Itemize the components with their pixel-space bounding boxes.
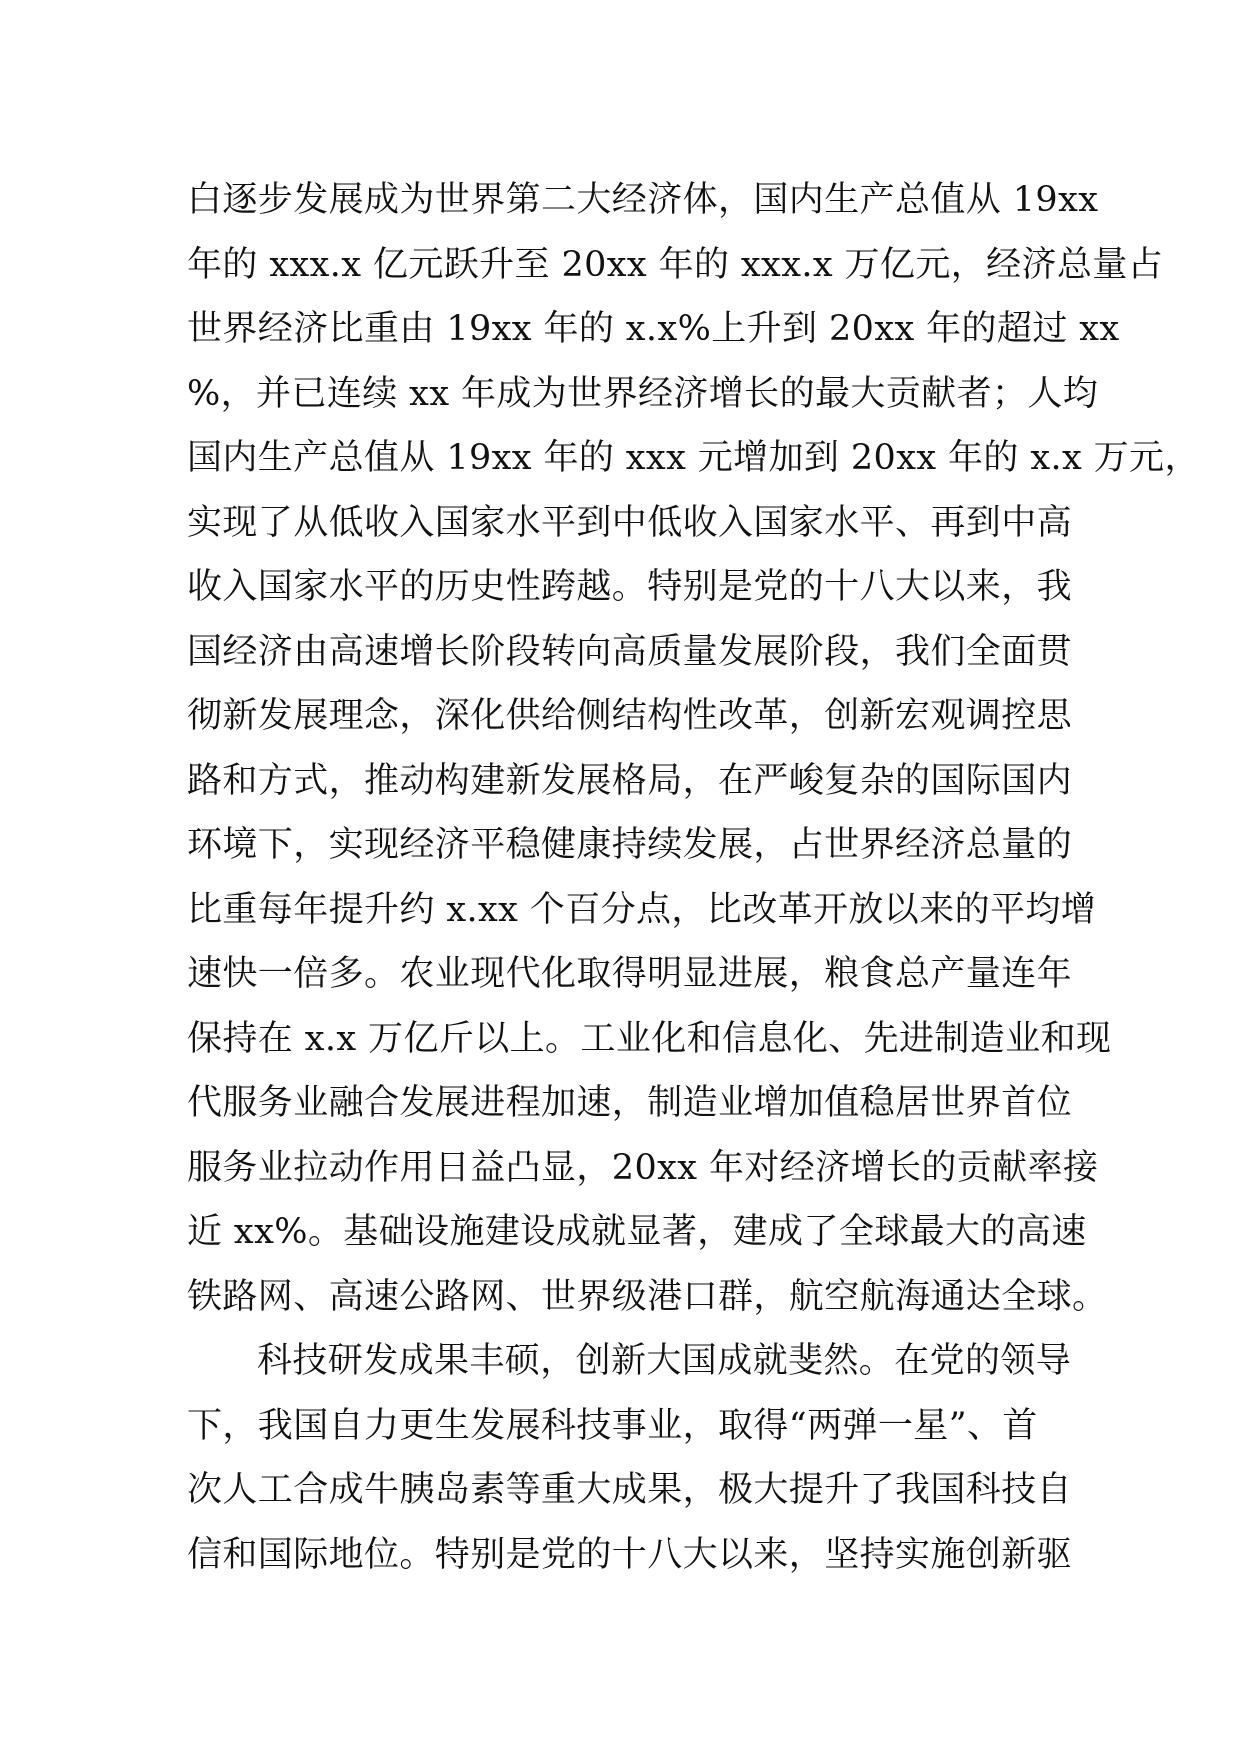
text-line: 实现了从低收入国家水平到中低收入国家水平、再到中高 xyxy=(187,502,1073,543)
text-line: 信和国际地位。特别是党的十八大以来，坚持实施创新驱 xyxy=(187,1534,1073,1575)
text-line: 年的 xxx.x 亿元跃升至 20xx 年的 xxx.x 万亿元，经济总量占 xyxy=(187,244,1164,285)
body-text xyxy=(187,168,1200,1587)
text-line: 收入国家水平的历史性跨越。特别是党的十八大以来，我 xyxy=(187,567,1073,607)
text-line: 下，我国自力更生发展科技事业，取得“两弹一星”、首 xyxy=(187,1405,1038,1446)
text-line: 速快一倍多。农业现代化取得明显进展，粮食总产量连年 xyxy=(187,954,1073,994)
text-line: 国内生产总值从 19xx 年的 xxx 元增加到 20xx 年的 x.x 万元， xyxy=(187,438,1200,478)
text-line: 次人工合成牛胰岛素等重大成果，极大提升了我国科技自 xyxy=(187,1470,1073,1510)
text-line: 国经济由高速增长阶段转向高质量发展阶段，我们全面贯 xyxy=(187,631,1073,672)
text-line: 服务业拉动作用日益凸显，20xx 年对经济增长的贡献率接 xyxy=(187,1147,1099,1188)
text-line: 路和方式，推动构建新发展格局，在严峻复杂的国际国内 xyxy=(187,760,1073,801)
text-line: 代服务业融合发展进程加速，制造业增加值稳居世界首位 xyxy=(187,1083,1073,1123)
text-line: 保持在 x.x 万亿斤以上。工业化和信息化、先进制造业和现 xyxy=(187,1018,1112,1059)
text-line: 比重每年提升约 x.xx 个百分点，比改革开放以来的平均增 xyxy=(187,889,1097,930)
text-line: 铁路网、高速公路网、世界级港口群，航空航海通达全球。 xyxy=(187,1276,1108,1317)
text-line: 世界经济比重由 19xx 年的 x.x%上升到 20xx 年的超过 xx xyxy=(187,309,1120,349)
text-line: 白逐步发展成为世界第二大经济体，国内生产总值从 19xx xyxy=(187,180,1099,220)
text-line: 近 xx%。基础设施建设成就显著，建成了全球最大的高速 xyxy=(187,1212,1087,1252)
text-line: 彻新发展理念，深化供给侧结构性改革，创新宏观调控思 xyxy=(187,696,1073,736)
paragraph-start-line: 科技研发成果丰硕，创新大国成就斐然。在党的领导 xyxy=(257,1341,1072,1381)
text-line: %，并已连续 xx 年成为世界经济增长的最大贡献者；人均 xyxy=(187,373,1099,414)
text-line: 环境下，实现经济平稳健康持续发展，占世界经济总量的 xyxy=(187,825,1073,865)
